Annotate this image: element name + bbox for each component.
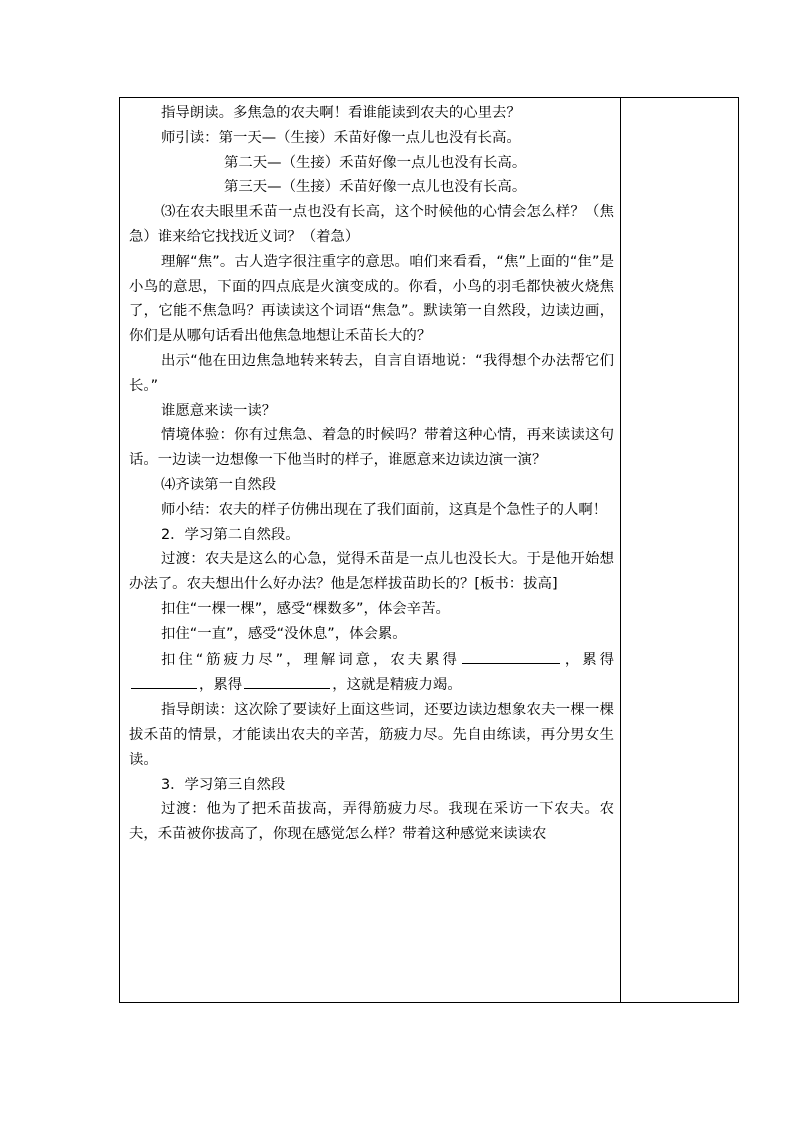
paragraph-summary: 师小结：农夫的样子仿佛出现在了我们面前，这真是个急性子的人啊！ [161, 501, 608, 518]
exhausted-text-4: ，这就是精疲力竭。 [332, 677, 462, 694]
paragraph-section-two: 2．学习第二自然段。 [161, 526, 300, 543]
paragraph-farmer-mood: ⑶在农夫眼里禾苗一点也没有长高，这个时候他的心情会怎么样？（焦急）谁来给它找找近义词？（着急） [129, 204, 614, 245]
paragraph-exhausted [129, 647, 614, 699]
paragraph-guided-reading-two: 指导朗读：这次除了要读好上面这些词，还要边读边想象农夫一棵一棵拔禾苗的情景，才能读出农夫的辛苦，筋疲力尽。先自由练读，再分男女生读。 [129, 702, 614, 768]
paragraph-teacher-lead: 师引读：第一天—（生接）禾苗好像一点儿也没有长高。 [161, 129, 521, 146]
exhausted-text-1: 扣住“筋疲力尽”，理解词意，农夫累得 [161, 651, 460, 668]
paragraph-character-jiao: 理解“焦”。古人造字很注重字的意思。咱们来看看，“焦”上面的“隹”是小鸟的意思，下面的四点底是火演变成的。你看，小鸟的羽毛都快被火烧焦了，它能不焦急吗？再读读这个词语“焦急”。默读第一自然段，边读边画，你们是从哪句话看出他焦急地想让禾苗长大的？ [129, 253, 614, 345]
paragraph-transition-two: 过渡：他为了把禾苗拔高，弄得筋疲力尽。我现在采访一下农夫。农夫，禾苗被你拔高了，你现在感觉怎么样？带着这种感觉来读读农 [129, 801, 614, 843]
column-divider [620, 97, 621, 1003]
paragraph-situation: 情境体验：你有过焦急、着急的时候吗？带着这种心情，再来读读这句话。一边读一边想像一下他当时的样子，谁愿意来边读边演一演？ [129, 427, 614, 469]
paragraph-transition-one: 过渡：农夫是这么的心急，觉得禾苗是一点儿也没长大。于是他开始想办法了。农夫想出什么好办法？他是怎样拔苗助长的？[板书：拔高] [129, 551, 614, 593]
paragraph-day-two: 第二天—（生接）禾苗好像一点儿也没有长高。 [224, 154, 527, 171]
paragraph-show-sentence: 出示“他在田边焦急地转来转去，自言自语地说：“我得想个办法帮它们长。” [129, 352, 614, 394]
paragraph-one-by-one: 扣住“一棵一棵”，感受“棵数多”，体会辛苦。 [161, 600, 450, 617]
paragraph-who-reads: 谁愿意来读一读？ [161, 402, 277, 419]
exhausted-text-2: ，累得 [561, 651, 614, 668]
fill-blank-3[interactable] [244, 672, 330, 689]
paragraph-section-three: 3．学习第三自然段 [161, 776, 286, 793]
lesson-content [129, 101, 614, 847]
exhausted-text-3: ，累得 [199, 677, 243, 694]
paragraph-read-together: ⑷齐读第一自然段 [161, 476, 277, 493]
fill-blank-1[interactable] [462, 647, 560, 664]
fill-blank-2[interactable] [131, 672, 197, 689]
paragraph-day-three: 第三天—（生接）禾苗好像一点儿也没有长高。 [224, 179, 527, 196]
paragraph-always: 扣住“一直”，感受“没休息”，体会累。 [161, 625, 407, 642]
paragraph-guided-reading: 指导朗读。多焦急的农夫啊！看谁能读到农夫的心里去？ [161, 105, 521, 121]
